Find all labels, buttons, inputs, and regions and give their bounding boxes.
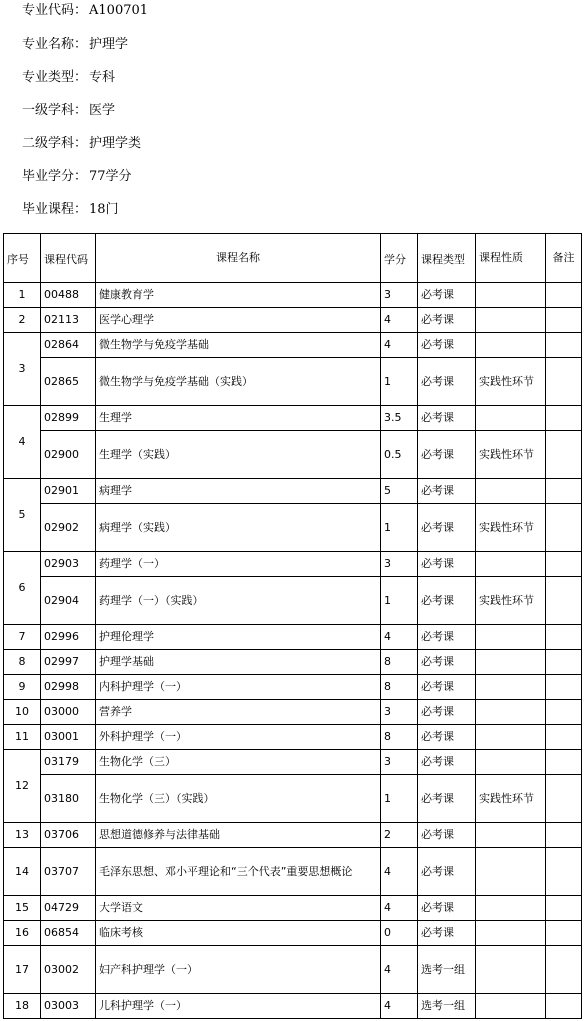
course-code: 03179: [41, 750, 96, 775]
table-row: [4, 946, 582, 994]
course-note: [546, 625, 582, 650]
course-note: [546, 848, 582, 896]
header-nature: 课程性质: [476, 234, 546, 283]
row-no: 6: [4, 552, 41, 625]
table-row: [4, 823, 582, 848]
course-code: 02899: [41, 406, 96, 431]
major-code-value: A100701: [89, 3, 149, 18]
course-code: 02902: [41, 504, 96, 552]
course-nature: [476, 333, 546, 358]
course-name: 微生物学与免疫学基础: [96, 333, 381, 358]
course-nature: 实践性环节: [476, 358, 546, 406]
course-code: 02113: [41, 308, 96, 333]
header-name: 课程名称: [96, 234, 381, 283]
course-name: 妇产科护理学（一）: [96, 946, 381, 994]
graduation-credits-label: 毕业学分：: [22, 169, 88, 184]
first-discipline-line: [22, 103, 115, 119]
course-nature: [476, 406, 546, 431]
course-name: 大学语文: [96, 896, 381, 921]
course-credit: 1: [381, 358, 418, 406]
header-credit: 学分: [381, 234, 418, 283]
second-discipline-value: 护理学类: [89, 136, 142, 151]
course-credit: 4: [381, 625, 418, 650]
graduation-credits-value: 77学分: [89, 169, 132, 184]
course-credit: 4: [381, 333, 418, 358]
table-row: [4, 431, 582, 479]
table-row: [4, 725, 582, 750]
course-code: 02903: [41, 552, 96, 577]
major-type-label: 专业类型：: [22, 70, 88, 85]
table-row: [4, 650, 582, 675]
course-code: 03002: [41, 946, 96, 994]
course-table: [3, 233, 582, 1019]
course-type: 选考一组: [418, 994, 476, 1019]
course-credit: 0: [381, 921, 418, 946]
first-discipline-value: 医学: [89, 103, 116, 118]
row-no: 15: [4, 896, 41, 921]
row-no: 5: [4, 479, 41, 552]
course-nature: 实践性环节: [476, 504, 546, 552]
course-note: [546, 896, 582, 921]
course-name: 病理学: [96, 479, 381, 504]
course-name: 生物化学（三）: [96, 750, 381, 775]
course-note: [546, 504, 582, 552]
row-no: 8: [4, 650, 41, 675]
course-type: 必考课: [418, 283, 476, 308]
course-code: 02900: [41, 431, 96, 479]
course-name: 营养学: [96, 700, 381, 725]
graduation-courses-label: 毕业课程：: [22, 202, 88, 217]
second-discipline-line: [22, 136, 141, 152]
course-note: [546, 431, 582, 479]
table-row: [4, 552, 582, 577]
course-credit: 1: [381, 504, 418, 552]
course-nature: [476, 994, 546, 1019]
course-type: 必考课: [418, 479, 476, 504]
table-row: [4, 675, 582, 700]
table-row: [4, 283, 582, 308]
table-row: [4, 504, 582, 552]
course-code: 02998: [41, 675, 96, 700]
row-no: 1: [4, 283, 41, 308]
course-nature: 实践性环节: [476, 431, 546, 479]
course-credit: 8: [381, 725, 418, 750]
course-name: 生理学: [96, 406, 381, 431]
major-name-line: [22, 37, 128, 53]
row-no: 4: [4, 406, 41, 479]
table-row: [4, 333, 582, 358]
course-note: [546, 823, 582, 848]
course-note: [546, 552, 582, 577]
major-code-line: [22, 3, 148, 19]
first-discipline-label: 一级学科：: [22, 103, 88, 118]
table-header-row: [4, 234, 582, 283]
course-code: 02904: [41, 577, 96, 625]
course-nature: [476, 625, 546, 650]
course-credit: 4: [381, 848, 418, 896]
course-nature: [476, 946, 546, 994]
course-code: 03000: [41, 700, 96, 725]
table-row: [4, 625, 582, 650]
course-type: 必考课: [418, 504, 476, 552]
graduation-credits-line: [22, 169, 132, 185]
course-note: [546, 775, 582, 823]
table-row: [4, 479, 582, 504]
header-code: 课程代码: [41, 234, 96, 283]
table-row: [4, 896, 582, 921]
course-name: 生理学（实践）: [96, 431, 381, 479]
course-credit: 4: [381, 896, 418, 921]
course-credit: 3: [381, 700, 418, 725]
course-note: [546, 994, 582, 1019]
course-nature: [476, 552, 546, 577]
course-note: [546, 650, 582, 675]
course-code: 03706: [41, 823, 96, 848]
header-note: 备注: [546, 234, 582, 283]
course-nature: [476, 896, 546, 921]
course-code: 02996: [41, 625, 96, 650]
table-row: [4, 308, 582, 333]
row-no: 18: [4, 994, 41, 1019]
course-note: [546, 946, 582, 994]
course-code: 03003: [41, 994, 96, 1019]
course-nature: [476, 308, 546, 333]
row-no: 2: [4, 308, 41, 333]
course-name: 病理学（实践）: [96, 504, 381, 552]
course-type: 选考一组: [418, 946, 476, 994]
graduation-courses-line: [22, 202, 119, 218]
row-no: 9: [4, 675, 41, 700]
course-credit: 3.5: [381, 406, 418, 431]
table-row: [4, 750, 582, 775]
course-credit: 8: [381, 675, 418, 700]
course-type: 必考课: [418, 552, 476, 577]
course-note: [546, 700, 582, 725]
table-row: [4, 921, 582, 946]
row-no: 11: [4, 725, 41, 750]
course-note: [546, 750, 582, 775]
course-name: 药理学（一）: [96, 552, 381, 577]
course-code: 03707: [41, 848, 96, 896]
course-nature: [476, 823, 546, 848]
course-type: 必考课: [418, 823, 476, 848]
course-code: 02864: [41, 333, 96, 358]
course-code: 03180: [41, 775, 96, 823]
course-note: [546, 725, 582, 750]
graduation-courses-value: 18门: [89, 202, 119, 217]
course-name: 临床考核: [96, 921, 381, 946]
table-row: [4, 577, 582, 625]
course-credit: 5: [381, 479, 418, 504]
course-type: 必考课: [418, 308, 476, 333]
course-note: [546, 577, 582, 625]
course-credit: 3: [381, 750, 418, 775]
table-row: [4, 700, 582, 725]
major-type-line: [22, 70, 115, 86]
course-type: 必考课: [418, 406, 476, 431]
table-row: [4, 406, 582, 431]
second-discipline-label: 二级学科：: [22, 136, 88, 151]
course-nature: [476, 725, 546, 750]
course-nature: [476, 700, 546, 725]
course-code: 00488: [41, 283, 96, 308]
course-note: [546, 675, 582, 700]
course-type: 必考课: [418, 577, 476, 625]
course-type: 必考课: [418, 725, 476, 750]
course-note: [546, 921, 582, 946]
course-code: 06854: [41, 921, 96, 946]
course-nature: [476, 750, 546, 775]
course-nature: [476, 650, 546, 675]
course-credit: 3: [381, 552, 418, 577]
course-type: 必考课: [418, 700, 476, 725]
course-type: 必考课: [418, 775, 476, 823]
course-type: 必考课: [418, 848, 476, 896]
course-name: 微生物学与免疫学基础（实践）: [96, 358, 381, 406]
course-name: 生物化学（三）（实践）: [96, 775, 381, 823]
course-credit: 4: [381, 308, 418, 333]
row-no: 13: [4, 823, 41, 848]
course-nature: [476, 479, 546, 504]
course-code: 04729: [41, 896, 96, 921]
row-no: 10: [4, 700, 41, 725]
major-code-label: 专业代码：: [22, 3, 88, 18]
course-note: [546, 283, 582, 308]
row-no: 17: [4, 946, 41, 994]
course-credit: 8: [381, 650, 418, 675]
course-code: 02997: [41, 650, 96, 675]
course-note: [546, 479, 582, 504]
course-type: 必考课: [418, 675, 476, 700]
course-credit: 0.5: [381, 431, 418, 479]
course-type: 必考课: [418, 896, 476, 921]
course-nature: [476, 921, 546, 946]
table-row: [4, 994, 582, 1019]
course-name: 儿科护理学（一）: [96, 994, 381, 1019]
course-name: 毛泽东思想、邓小平理论和“三个代表”重要思想概论: [96, 848, 381, 896]
course-name: 护理学基础: [96, 650, 381, 675]
course-type: 必考课: [418, 431, 476, 479]
course-name: 护理伦理学: [96, 625, 381, 650]
course-name: 内科护理学（一）: [96, 675, 381, 700]
major-name-label: 专业名称：: [22, 37, 88, 52]
table-row: [4, 775, 582, 823]
course-type: 必考课: [418, 625, 476, 650]
course-nature: 实践性环节: [476, 577, 546, 625]
course-nature: 实践性环节: [476, 775, 546, 823]
course-type: 必考课: [418, 921, 476, 946]
course-note: [546, 333, 582, 358]
course-nature: [476, 675, 546, 700]
course-credit: 2: [381, 823, 418, 848]
course-name: 思想道德修养与法律基础: [96, 823, 381, 848]
course-credit: 1: [381, 775, 418, 823]
course-nature: [476, 848, 546, 896]
course-credit: 4: [381, 946, 418, 994]
course-type: 必考课: [418, 358, 476, 406]
row-no: 3: [4, 333, 41, 406]
course-credit: 4: [381, 994, 418, 1019]
table-row: [4, 358, 582, 406]
row-no: 12: [4, 750, 41, 823]
course-type: 必考课: [418, 650, 476, 675]
course-code: 02865: [41, 358, 96, 406]
major-type-value: 专科: [89, 70, 116, 85]
course-name: 医学心理学: [96, 308, 381, 333]
course-note: [546, 406, 582, 431]
course-code: 02901: [41, 479, 96, 504]
table-row: [4, 848, 582, 896]
row-no: 16: [4, 921, 41, 946]
course-name: 药理学（一）（实践）: [96, 577, 381, 625]
course-code: 03001: [41, 725, 96, 750]
header-no: 序号: [4, 234, 41, 283]
row-no: 14: [4, 848, 41, 896]
course-credit: 1: [381, 577, 418, 625]
course-note: [546, 358, 582, 406]
course-type: 必考课: [418, 750, 476, 775]
course-credit: 3: [381, 283, 418, 308]
course-name: 外科护理学（一）: [96, 725, 381, 750]
course-name: 健康教育学: [96, 283, 381, 308]
header-type: 课程类型: [418, 234, 476, 283]
course-type: 必考课: [418, 333, 476, 358]
row-no: 7: [4, 625, 41, 650]
major-name-value: 护理学: [89, 37, 129, 52]
course-nature: [476, 283, 546, 308]
course-note: [546, 308, 582, 333]
